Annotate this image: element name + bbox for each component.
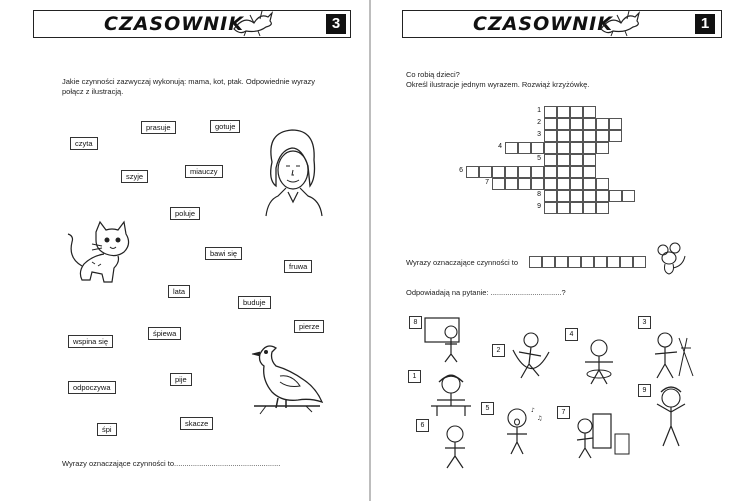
answer-cell[interactable] — [529, 256, 542, 268]
crossword-row-number: 2 — [537, 119, 541, 126]
crossword-cell[interactable] — [557, 118, 570, 130]
word-pierze[interactable]: pierze — [294, 320, 324, 333]
picture-number: 9 — [638, 384, 651, 397]
answer-cell[interactable] — [568, 256, 581, 268]
word-wspina-sie[interactable]: wspina się — [68, 335, 113, 348]
svg-text:♪: ♪ — [531, 407, 535, 414]
crossword-cell[interactable] — [583, 118, 596, 130]
word-skacze[interactable]: skacze — [180, 417, 213, 430]
crossword-cell[interactable] — [557, 142, 570, 154]
answer-cell[interactable] — [620, 256, 633, 268]
picture-number: 4 — [565, 328, 578, 341]
right-page-number: 1 — [695, 14, 715, 34]
left-title: CZASOWNIK — [104, 13, 244, 35]
dragon-icon — [232, 9, 276, 37]
crossword-cell[interactable] — [557, 154, 570, 166]
left-title-banner — [33, 10, 351, 38]
crossword-cell[interactable] — [544, 166, 557, 178]
crossword-cell[interactable] — [609, 130, 622, 142]
answer-cell[interactable] — [581, 256, 594, 268]
picture-number: 1 — [408, 370, 421, 383]
crossword-cell[interactable] — [570, 106, 583, 118]
word-miauczy[interactable]: miauczy — [185, 165, 223, 178]
crossword-row-number: 4 — [498, 143, 502, 150]
crossword-cell[interactable] — [557, 130, 570, 142]
picture-number: 8 — [409, 316, 422, 329]
crossword-cell[interactable] — [622, 190, 635, 202]
crossword-row-number: 3 — [537, 131, 541, 138]
crossword-cell[interactable] — [583, 106, 596, 118]
crossword-cell[interactable] — [505, 166, 518, 178]
word-spiewa[interactable]: śpiewa — [148, 327, 181, 340]
left-footer: Wyrazy oznaczające czynności to................................................... — [62, 459, 281, 468]
question-label: Odpowiadają na pytanie: ..................................? — [406, 288, 566, 297]
child-singing-illustration — [493, 404, 553, 454]
crossword-cell[interactable] — [609, 118, 622, 130]
crossword-cell[interactable] — [596, 202, 609, 214]
crossword-cell[interactable] — [570, 154, 583, 166]
child-painting-illustration — [649, 328, 697, 380]
crossword-cell[interactable] — [492, 166, 505, 178]
word-odpoczywa[interactable]: odpoczywa — [68, 381, 116, 394]
child-sleeping-illustration — [433, 422, 481, 468]
word-pije[interactable]: pije — [170, 373, 192, 386]
crossword-cell[interactable] — [557, 166, 570, 178]
crossword-cell[interactable] — [557, 106, 570, 118]
answer-cell[interactable] — [594, 256, 607, 268]
crossword-cell[interactable] — [544, 190, 557, 202]
picture-number: 6 — [416, 419, 429, 432]
picture-number: 3 — [638, 316, 651, 329]
crossword-cell[interactable] — [531, 166, 544, 178]
child-waving-illustration — [651, 384, 695, 450]
bird-illustration — [246, 340, 326, 420]
crossword-row-number: 7 — [485, 179, 489, 186]
picture-number: 2 — [492, 344, 505, 357]
crossword-cell[interactable] — [570, 190, 583, 202]
crossword-cell[interactable] — [596, 178, 609, 190]
crossword-row-number: 1 — [537, 107, 541, 114]
svg-text:♫: ♫ — [537, 415, 543, 422]
crossword-cell[interactable] — [544, 130, 557, 142]
crossword-cell[interactable] — [557, 202, 570, 214]
left-page-number: 3 — [326, 14, 346, 34]
crossword-cell[interactable] — [596, 190, 609, 202]
crossword-cell[interactable] — [544, 118, 557, 130]
crossword-cell[interactable] — [583, 178, 596, 190]
crossword-cell[interactable] — [583, 154, 596, 166]
crossword-cell[interactable] — [583, 202, 596, 214]
crossword-cell[interactable] — [466, 166, 479, 178]
child-skipping-illustration — [507, 330, 553, 382]
crossword-cell[interactable] — [583, 130, 596, 142]
left-instruction: Jakie czynności zazwyczaj wykonują: mama, kot, ptak. Odpowiednie wyrazy połącz z ilustracją. — [62, 77, 316, 96]
crossword-cell[interactable] — [479, 166, 492, 178]
crossword-cell[interactable] — [518, 166, 531, 178]
crossword-row-number: 9 — [537, 203, 541, 210]
crossword-row-number: 8 — [537, 191, 541, 198]
word-czyta[interactable]: czyta — [70, 137, 98, 150]
crossword-cell[interactable] — [596, 142, 609, 154]
child-eating-illustration — [425, 372, 475, 418]
dragon-icon — [599, 9, 643, 37]
right-title: CZASOWNIK — [473, 13, 613, 35]
word-lata[interactable]: lata — [168, 285, 190, 298]
crossword-cell[interactable] — [505, 178, 518, 190]
crossword-cell[interactable] — [583, 166, 596, 178]
answer-cell[interactable] — [607, 256, 620, 268]
crossword-cell[interactable] — [570, 202, 583, 214]
child-reading-illustration — [421, 314, 471, 362]
crossword-cell[interactable] — [531, 178, 544, 190]
crossword-row-number: 6 — [459, 167, 463, 174]
crossword-cell[interactable] — [544, 142, 557, 154]
crossword-cell[interactable] — [596, 118, 609, 130]
word-bawi-sie[interactable]: bawi się — [205, 247, 242, 260]
child-drumming-illustration — [575, 336, 625, 386]
crossword-cell[interactable] — [570, 142, 583, 154]
crossword-cell[interactable] — [518, 142, 531, 154]
crossword-cell[interactable] — [570, 166, 583, 178]
right-title-banner — [402, 10, 722, 38]
crossword-cell[interactable] — [570, 118, 583, 130]
mouse-illustration — [653, 242, 687, 276]
right-question: Co robią dzieci? — [406, 70, 460, 79]
crossword-cell[interactable] — [531, 142, 544, 154]
crossword-cell[interactable] — [583, 190, 596, 202]
word-fruwa[interactable]: fruwa — [284, 260, 312, 273]
picture-number: 7 — [557, 406, 570, 419]
cat-illustration — [62, 222, 142, 284]
mother-illustration — [258, 126, 328, 216]
answer-cell[interactable] — [555, 256, 568, 268]
crossword-cell[interactable] — [570, 178, 583, 190]
picture-number: 5 — [481, 402, 494, 415]
answer-cell[interactable] — [633, 256, 646, 268]
crossword-cell[interactable] — [518, 178, 531, 190]
answer-label: Wyrazy oznaczające czynności to — [406, 258, 519, 267]
right-instruction: Określ ilustracje jednym wyrazem. Rozwiąż krzyżówkę. — [406, 80, 590, 89]
word-szyje[interactable]: szyje — [121, 170, 148, 183]
crossword-row-number: 5 — [537, 155, 541, 162]
word-spi[interactable]: śpi — [97, 423, 117, 436]
crossword-cell[interactable] — [544, 178, 557, 190]
crossword-cell[interactable] — [557, 190, 570, 202]
answer-cell[interactable] — [542, 256, 555, 268]
word-poluje[interactable]: poluje — [170, 207, 200, 220]
right-page — [371, 0, 736, 501]
crossword-cell[interactable] — [544, 202, 557, 214]
crossword-cell[interactable] — [557, 178, 570, 190]
crossword-cell[interactable] — [583, 142, 596, 154]
word-gotuje[interactable]: gotuje — [210, 120, 240, 133]
crossword-cell[interactable] — [596, 130, 609, 142]
crossword-cell[interactable] — [505, 142, 518, 154]
crossword-cell[interactable] — [570, 130, 583, 142]
word-prasuje[interactable]: prasuje — [141, 121, 176, 134]
crossword-cell[interactable] — [609, 190, 622, 202]
child-phoning-illustration — [571, 410, 631, 458]
crossword-cell[interactable] — [492, 178, 505, 190]
crossword-cell[interactable] — [544, 106, 557, 118]
crossword-cell[interactable] — [544, 154, 557, 166]
word-buduje[interactable]: buduje — [238, 296, 271, 309]
